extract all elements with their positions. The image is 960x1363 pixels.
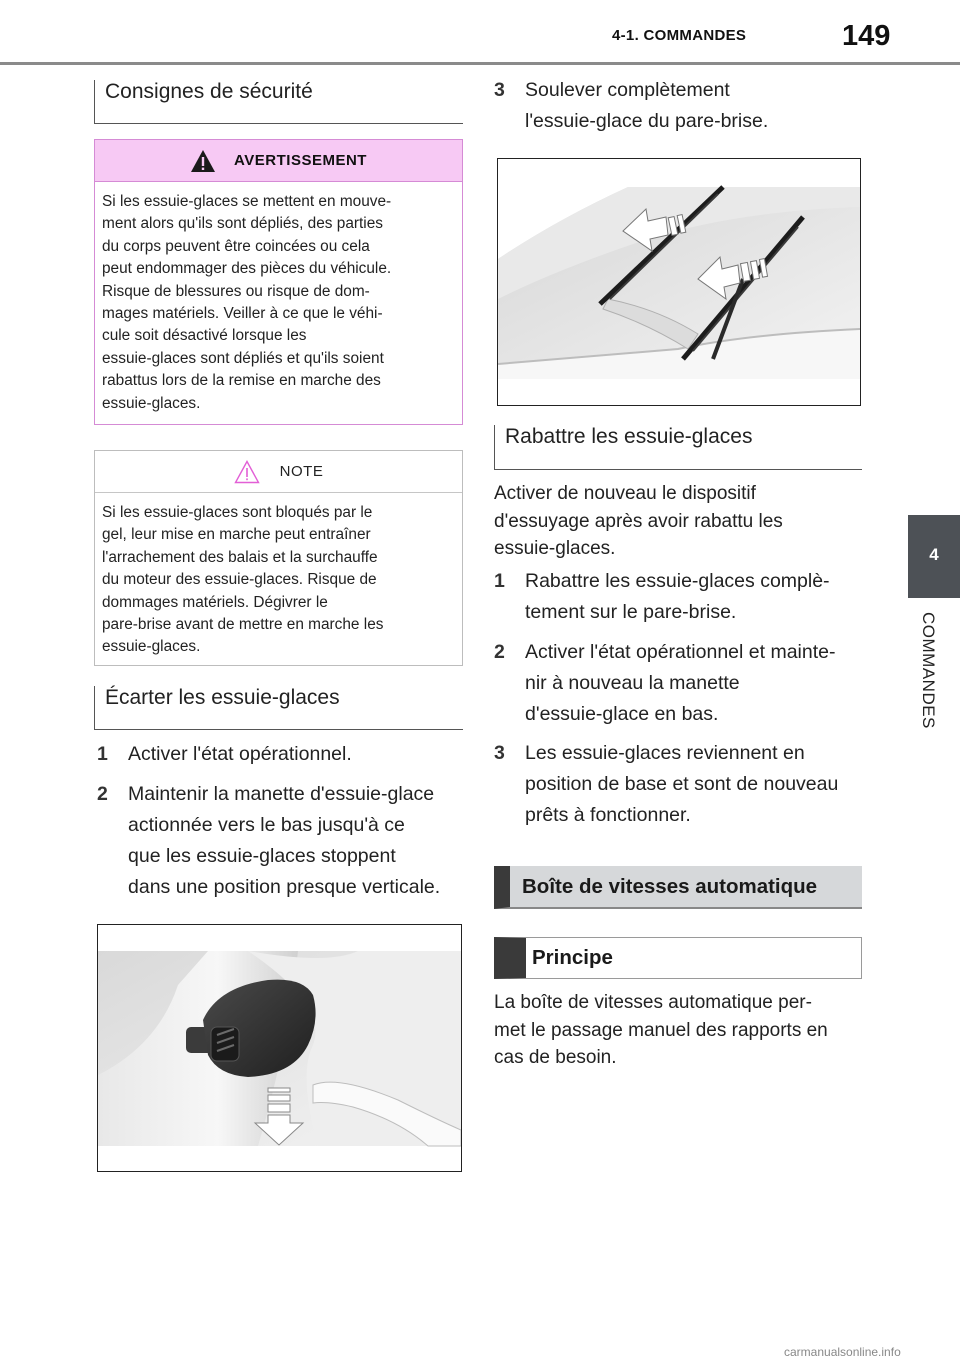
note-line: Si les essuie-glaces sont bloqués par le — [102, 504, 373, 521]
principle-line: La boîte de vitesses automatique per- — [494, 992, 812, 1013]
warning-line: Si les essuie-glaces se mettent en mouve- — [102, 193, 392, 210]
fold-intro-line: essuie-glaces. — [494, 538, 616, 559]
step-line: Activer l'état opérationnel. — [128, 743, 352, 765]
fold-intro-line: d'essuyage après avoir rabattu les — [494, 510, 783, 532]
step-line: que les essuie-glaces stoppent — [128, 845, 396, 867]
chapter-label: COMMANDES — [919, 612, 938, 729]
header-rule — [0, 62, 960, 65]
warning-title: AVERTISSEMENT — [234, 152, 367, 169]
warning-line: peut endommager des pièces du véhicule. — [102, 260, 392, 278]
fold-step-2 — [494, 637, 862, 730]
warning-line: ment alors qu'ils sont dépliés, des parties — [102, 215, 383, 233]
chapter-number: 4 — [929, 545, 939, 564]
step-line: Activer l'état opérationnel et mainte- — [525, 641, 836, 663]
step-line: d'essuie-glace en bas. — [525, 703, 719, 725]
spread-section-title: Écarter les essuie-glaces — [94, 686, 463, 730]
step-line: actionnée vers le bas jusqu'à ce — [128, 814, 405, 836]
note-line: dommages matériels. Dégivrer le — [102, 593, 328, 611]
warning-line: mages matériels. Veiller à ce que le véhi- — [102, 305, 383, 323]
warning-line: essuie-glaces sont dépliés et qu'ils soient — [102, 349, 384, 367]
warning-line: rabattus lors de la remise en marche des — [102, 372, 381, 390]
principle-line: cas de besoin. — [494, 1047, 617, 1068]
windshield-wipers-illustration — [497, 158, 861, 406]
note-header — [95, 451, 462, 493]
principle-heading: Principe — [494, 937, 862, 979]
note-title: NOTE — [279, 463, 324, 480]
watermark: carmanualsonline.info — [784, 1345, 901, 1359]
note-line: gel, leur mise en marche peut entraîner — [102, 526, 371, 544]
spread-step-2 — [97, 779, 463, 903]
step-number: 3 — [494, 742, 505, 764]
warning-text — [95, 182, 462, 423]
step-line: prêts à fonctionner. — [525, 804, 691, 826]
step-line: Les essuie-glaces reviennent en — [525, 742, 805, 764]
section-header: 4-1. COMMANDES — [612, 27, 747, 44]
step-line: nir à nouveau la manette — [525, 672, 740, 694]
chapter-tab — [908, 515, 960, 598]
caution-triangle-icon — [234, 460, 260, 484]
note-line: pare-brise avant de mettre en marche les — [102, 616, 384, 634]
page-number: 149 — [842, 20, 891, 52]
fold-intro-line: Activer de nouveau le dispositif — [494, 483, 756, 504]
note-text — [95, 493, 462, 667]
fold-step-3 — [494, 738, 862, 831]
step-number: 2 — [97, 783, 108, 805]
fold-step-1 — [494, 566, 862, 628]
step-line: position de base et sont de nouveau — [525, 773, 839, 795]
warning-line: cule soit désactivé lorsque les — [102, 327, 307, 345]
warning-box — [94, 139, 463, 425]
warning-line: Risque de blessures ou risque de dom- — [102, 282, 370, 300]
note-line: l'arrachement des balais et la surchauffe — [102, 548, 378, 566]
principle-text — [494, 989, 862, 1072]
step-number: 1 — [97, 743, 108, 765]
note-line: essuie-glaces. — [102, 638, 201, 656]
fold-intro — [494, 480, 862, 563]
step-line: Rabattre les essuie-glaces complè- — [525, 570, 830, 592]
note-box — [94, 450, 463, 666]
step-line: Maintenir la manette d'essuie-glace — [128, 783, 435, 805]
fold-section-title: Rabattre les essuie-glaces — [494, 425, 862, 470]
step-line: tement sur le pare-brise. — [525, 601, 737, 623]
gearbox-heading: Boîte de vitesses automatique — [494, 866, 862, 909]
warning-line: du corps peuvent être coincées ou cela — [102, 237, 370, 255]
note-line: du moteur des essuie-glaces. Risque de — [102, 571, 377, 589]
warning-triangle-icon — [190, 149, 216, 173]
warning-line: essuie-glaces. — [102, 394, 201, 412]
spread-step-1 — [97, 739, 463, 770]
safety-section-title: Consignes de sécurité — [94, 80, 463, 124]
warning-header — [95, 140, 462, 182]
step-line: l'essuie-glace du pare-brise. — [525, 110, 769, 132]
step-line: Soulever complètement — [525, 79, 730, 101]
spread-step-3 — [494, 75, 862, 137]
step-number: 1 — [494, 570, 505, 592]
step-line: dans une position presque verticale. — [128, 876, 441, 898]
wiper-lever-illustration — [97, 924, 462, 1172]
step-number: 2 — [494, 641, 505, 663]
step-number: 3 — [494, 79, 505, 101]
principle-line: met le passage manuel des rapports en — [494, 1019, 828, 1041]
